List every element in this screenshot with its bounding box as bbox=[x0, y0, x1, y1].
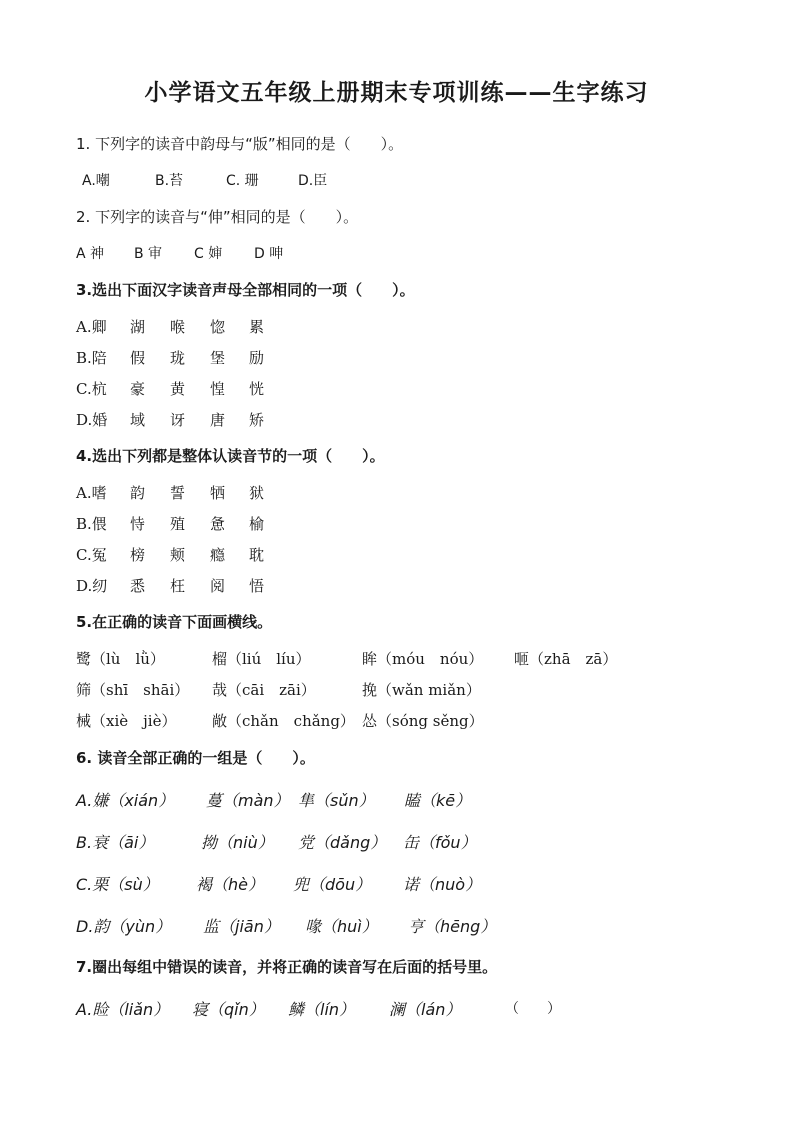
q2-option-a: A 神 bbox=[76, 246, 105, 262]
q3-cell: 惶 bbox=[210, 380, 226, 398]
q4-cell: 惫 bbox=[210, 515, 226, 533]
q3-cell: 假 bbox=[130, 349, 146, 367]
q1-option-d: D.臣 bbox=[298, 173, 328, 189]
q4-cell: 颊 bbox=[170, 546, 186, 564]
q4-cell: 耽 bbox=[249, 546, 265, 564]
q7-item: 寝（qǐn） bbox=[192, 1000, 265, 1019]
page-title: 小学语文五年级上册期末专项训练——生字练习 bbox=[144, 80, 649, 106]
question-5-stem: 5.在正确的读音下面画横线。 bbox=[76, 613, 273, 631]
q4-cell: 悟 bbox=[249, 577, 265, 595]
q3-cell: 累 bbox=[249, 318, 265, 336]
question-4-stem: 4.选出下列都是整体认读音节的一项（ ）。 bbox=[76, 447, 385, 465]
q4-cell: C.冤 bbox=[76, 546, 107, 564]
q2-option-c: C 婶 bbox=[194, 246, 223, 262]
q4-cell: 殖 bbox=[170, 515, 186, 533]
q4-cell: 牺 bbox=[210, 484, 226, 502]
q3-cell: 珑 bbox=[170, 349, 186, 367]
q6-item: 蔓（màn） bbox=[206, 791, 290, 810]
q4-cell: 恃 bbox=[130, 515, 146, 533]
q1-option-c: C. 珊 bbox=[226, 173, 259, 189]
q3-cell: B.陪 bbox=[76, 349, 107, 367]
q4-cell: 瘾 bbox=[210, 546, 226, 564]
q4-cell: 悉 bbox=[130, 577, 146, 595]
q5-item: 怂（sóng sěng） bbox=[362, 712, 484, 730]
q7-item: A.睑（liǎn） bbox=[76, 1000, 170, 1019]
q3-cell: D.婚 bbox=[76, 411, 108, 429]
question-6-stem: 6. 读音全部正确的一组是（ ）。 bbox=[76, 749, 315, 767]
q3-cell: C.杭 bbox=[76, 380, 107, 398]
q6-item: 缶（fǒu） bbox=[403, 833, 477, 852]
q3-cell: 豪 bbox=[130, 380, 146, 398]
q2-option-b: B 审 bbox=[134, 246, 163, 262]
q3-cell: 湖 bbox=[130, 318, 146, 336]
q4-cell: 狱 bbox=[249, 484, 265, 502]
q4-cell: A.嗜 bbox=[76, 484, 107, 502]
q5-item: 敞（chǎn chǎng） bbox=[212, 712, 355, 730]
q2-option-d: D 呻 bbox=[254, 246, 284, 262]
q3-cell: A.卿 bbox=[76, 318, 107, 336]
q6-item: 褐（hè） bbox=[196, 875, 264, 894]
q6-item: A.嫌（xián） bbox=[76, 791, 175, 810]
q5-item: 鹭（lù lǜ） bbox=[76, 650, 165, 668]
q6-item: B.衰（āi） bbox=[76, 833, 155, 852]
q7-answer-blank: （ ） bbox=[505, 1001, 561, 1017]
q7-item: 鳞（lín） bbox=[288, 1000, 356, 1019]
q5-item: 挽（wǎn miǎn） bbox=[362, 681, 481, 699]
q4-cell: B.偎 bbox=[76, 515, 107, 533]
q6-item: 瞌（kē） bbox=[404, 791, 472, 810]
q6-item: 喙（huì） bbox=[305, 917, 378, 936]
q6-item: 拗（niù） bbox=[201, 833, 274, 852]
q3-cell: 讶 bbox=[170, 411, 186, 429]
q5-item: 哉（cāi zāi） bbox=[212, 681, 316, 699]
q3-cell: 矫 bbox=[249, 411, 265, 429]
q3-cell: 堡 bbox=[210, 349, 226, 367]
q3-cell: 域 bbox=[130, 411, 146, 429]
q6-item: D.韵（yùn） bbox=[76, 917, 172, 936]
q6-item: 隼（sǔn） bbox=[298, 791, 375, 810]
q5-item: 眸（móu nóu） bbox=[362, 650, 484, 668]
question-1-stem: 1. 下列字的读音中韵母与“版”相同的是（ ）。 bbox=[76, 135, 404, 153]
q4-cell: 誓 bbox=[170, 484, 186, 502]
q4-cell: D.纫 bbox=[76, 577, 108, 595]
q6-item: 诺（nuò） bbox=[403, 875, 482, 894]
q5-item: 械（xiè jiè） bbox=[76, 712, 177, 730]
q6-item: 监（jiān） bbox=[203, 917, 280, 936]
question-3-stem: 3.选出下面汉字读音声母全部相同的一项（ ）。 bbox=[76, 281, 415, 299]
q5-item: 筛（shī shāi） bbox=[76, 681, 190, 699]
q1-option-a: A.嘲 bbox=[82, 173, 110, 189]
q3-cell: 喉 bbox=[170, 318, 186, 336]
q4-cell: 榆 bbox=[249, 515, 265, 533]
q4-cell: 韵 bbox=[130, 484, 146, 502]
q1-option-b: B.苔 bbox=[155, 173, 184, 189]
q6-item: C.栗（sù） bbox=[76, 875, 159, 894]
q6-item: 党（dǎng） bbox=[298, 833, 387, 852]
q4-cell: 阅 bbox=[210, 577, 226, 595]
q3-cell: 励 bbox=[249, 349, 265, 367]
q5-item: 咂（zhā zā） bbox=[514, 650, 618, 668]
q3-cell: 黄 bbox=[170, 380, 186, 398]
q3-cell: 恍 bbox=[249, 380, 265, 398]
q4-cell: 榜 bbox=[130, 546, 146, 564]
q4-cell: 枉 bbox=[170, 577, 186, 595]
q3-cell: 惚 bbox=[210, 318, 226, 336]
q3-cell: 唐 bbox=[210, 411, 226, 429]
q5-item: 榴（liú líu） bbox=[212, 650, 311, 668]
question-2-stem: 2. 下列字的读音与“伸”相同的是（ ）。 bbox=[76, 208, 359, 226]
question-7-stem: 7.圈出每组中错误的读音，并将正确的读音写在后面的括号里。 bbox=[76, 958, 498, 976]
q6-item: 亨（hēng） bbox=[408, 917, 497, 936]
q6-item: 兜（dōu） bbox=[293, 875, 372, 894]
q7-item: 澜（lán） bbox=[389, 1000, 462, 1019]
